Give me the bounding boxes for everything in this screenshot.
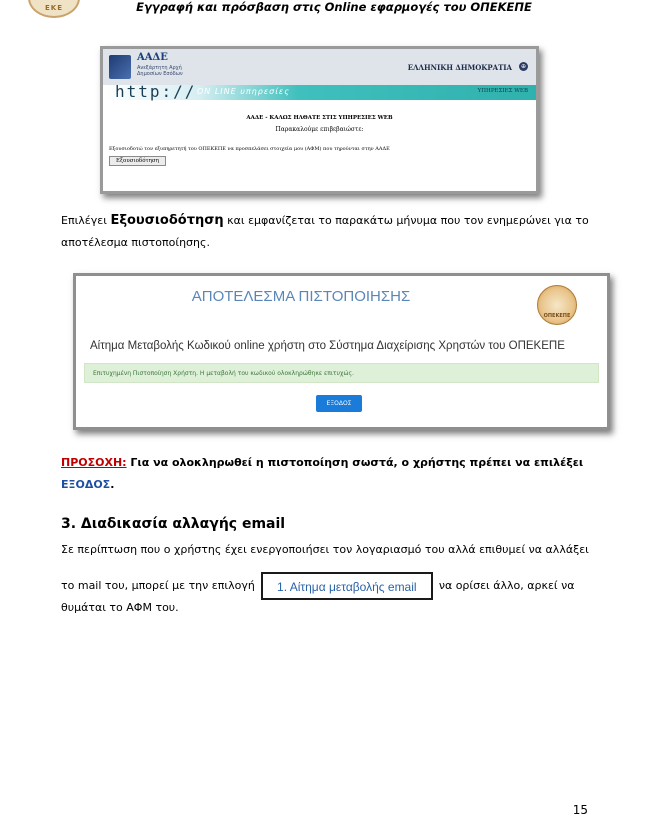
paragraph-authorize — [61, 210, 591, 254]
warning-exit-link: ΕΞΟΔΟΣ — [61, 478, 111, 491]
banner-online: ON LINE υπηρεσίες — [197, 87, 290, 96]
authorize-button[interactable]: Εξουσιοδότηση — [109, 156, 166, 166]
warning-text: Για να ολοκληρωθεί η πιστοποίηση σωστά, ο χρήστης πρέπει να επιλέξει — [126, 456, 584, 469]
para1-after: και εμφανίζεται το παρακάτω μήνυμα που τον ενημερώνει για το αποτέλεσμα πιστοποίησης. — [61, 214, 589, 249]
exit-button[interactable]: ΕΞΟΔΟΣ — [316, 395, 362, 412]
result-subtitle: Αίτημα Μεταβολής Κωδικού online χρήστη στο Σύστημα Διαχείρισης Χρηστών του ΟΠΕΚΕΠΕ — [90, 340, 565, 352]
page-header: Εγγραφή και πρόσβαση στις Online εφαρμογές του ΟΠΕΚΕΠΕ — [136, 0, 532, 14]
warning-label: ΠΡΟΣΟΧΗ: — [61, 456, 127, 469]
aade-header — [103, 49, 536, 85]
result-screenshot — [73, 273, 610, 430]
republic-label: ΕΛΛΗΝΙΚΗ ΔΗΜΟΚΡΑΤΙΑ — [407, 63, 512, 72]
section-line1: Σε περίπτωση που ο χρήστης έχει ενεργοποιήσει τον λογαριασμό του αλλά επιθυμεί να αλλάξει — [61, 543, 589, 556]
aade-brand: ΑΑΔΕ — [137, 52, 168, 63]
aade-banner — [103, 82, 536, 101]
email-change-request-button[interactable]: 1. Αίτημα μεταβολής email — [261, 572, 433, 600]
banner-http: http:// — [115, 82, 197, 101]
aade-brand-subtitle-line1: Ανεξάρτητη Αρχή — [137, 65, 182, 71]
section-line2 — [61, 572, 591, 600]
line2-after: να ορίσει άλλο, αρκεί να — [438, 579, 575, 592]
page-number: 15 — [572, 803, 588, 817]
seal-text: ΟΠΕΚΕΠΕ — [543, 313, 571, 319]
warning-paragraph — [61, 452, 591, 496]
aade-emblem-icon — [109, 55, 131, 79]
success-alert: Επιτυχημένη Πιστοποίηση Χρήστη. Η μεταβολή του κωδικού ολοκληρώθηκε επιτυχώς. — [84, 363, 599, 383]
aade-screenshot — [100, 46, 539, 194]
logo-text: ΕΚΕ — [45, 4, 63, 12]
para1-before: Επιλέγει — [61, 214, 111, 227]
aade-brand-subtitle-line2: Δημοσίων Εσόδων — [137, 71, 183, 77]
line2-before: το mail του, μπορεί με την επιλογή — [61, 579, 255, 592]
warning-end: . — [110, 478, 115, 491]
section-heading: 3. Διαδικασία αλλαγής email — [61, 516, 286, 532]
section-line3: θυμάται το ΑΦΜ του. — [61, 601, 179, 614]
aade-welcome: ΑΑΔΕ - ΚΑΛΩΣ ΗΛΘΑΤΕ ΣΤΙΣ ΥΠΗΡΕΣΙΕΣ WEB — [246, 115, 393, 121]
para1-bold: Εξουσιοδότηση — [110, 213, 224, 228]
result-title: ΑΠΟΤΕΛΕΣΜΑ ΠΙΣΤΟΠΟΙΗΣΗΣ — [191, 288, 411, 305]
aade-prompt: Παρακαλούμε επιβεβαιώστε: — [275, 126, 364, 133]
globe-icon[interactable]: ⊕ — [520, 63, 527, 70]
aade-consent-text: Εξουσιοδοτώ τον εξυπηρετητή του ΟΠΕΚΕΠΕ να προσπελάσει στοιχεία μου (ΑΦΜ) που τηρούνται στην ΑΑΔΕ — [109, 146, 390, 152]
opekepe-seal-icon — [537, 285, 577, 325]
banner-services: ΥΠΗΡΕΣΙΕΣ WEB — [477, 88, 528, 94]
aade-brand-subtitle — [137, 65, 183, 77]
